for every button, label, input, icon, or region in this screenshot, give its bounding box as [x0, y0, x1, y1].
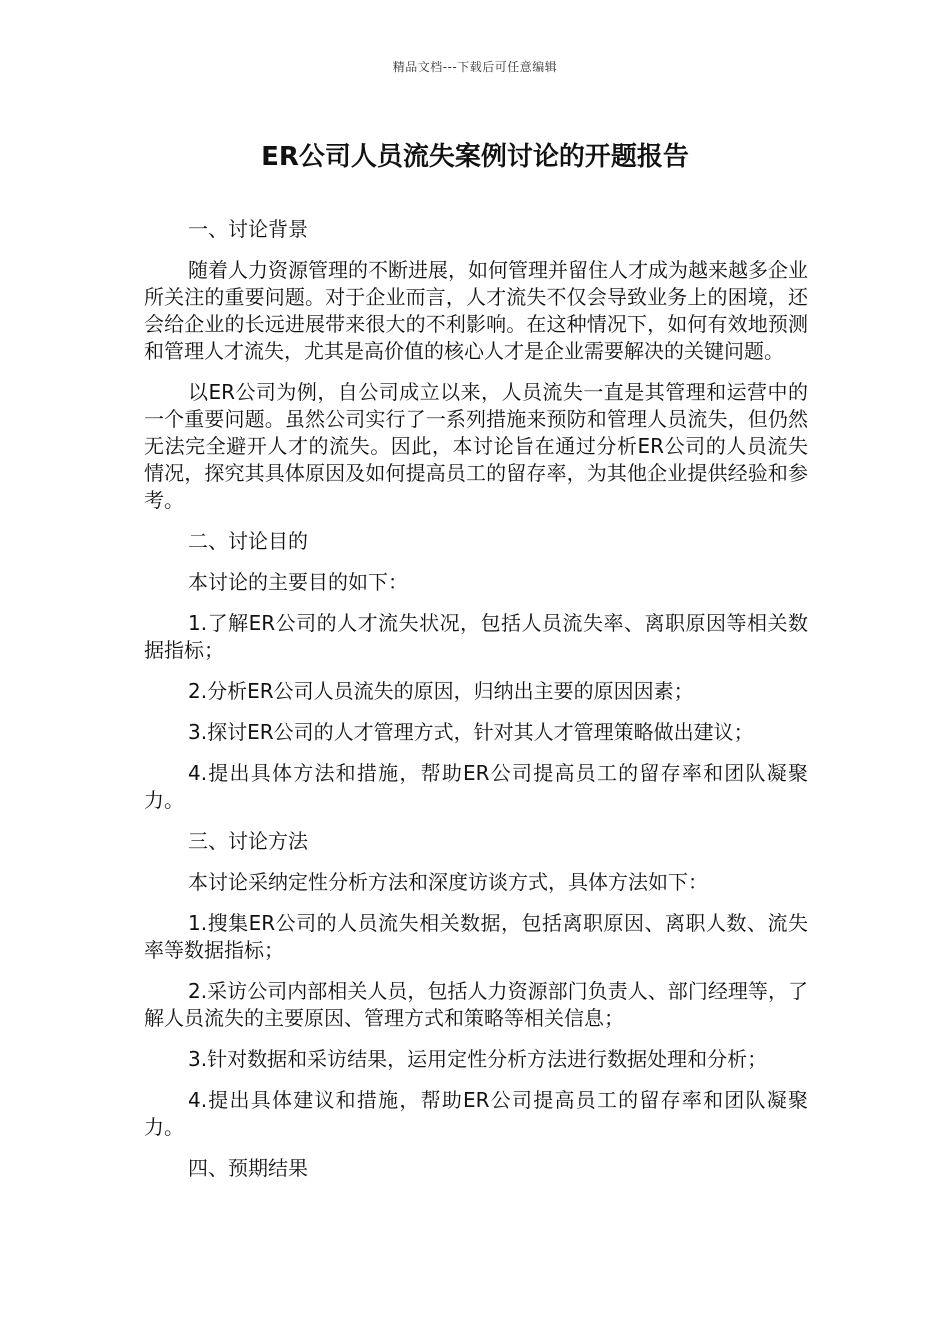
header-note: 精品文档---下载后可任意编辑	[392, 60, 558, 74]
section-heading-purpose: 二、讨论目的	[188, 529, 308, 553]
document-body	[144, 216, 808, 1196]
list-item-method-4: 4.提出具体建议和措施，帮助ER公司提高员工的留存率和团队凝聚力。	[144, 1088, 808, 1139]
list-item-method-2: 2.采访公司内部相关人员，包括人力资源部门负责人、部门经理等，了解人员流失的主要原因、管理方式和策略等相关信息；	[144, 979, 808, 1030]
document-title: ER公司人员流失案例讨论的开题报告	[261, 142, 689, 172]
list-item-purpose-1: 1.了解ER公司的人才流失状况，包括人员流失率、离职原因等相关数据指标；	[144, 611, 808, 662]
paragraph-purpose-intro: 本讨论的主要目的如下：	[188, 570, 408, 594]
list-item-method-1: 1.搜集ER公司的人员流失相关数据，包括离职原因、离职人数、流失率等数据指标；	[144, 911, 808, 962]
paragraph-method-intro: 本讨论采纳定性分析方法和深度访谈方式，具体方法如下：	[188, 870, 708, 894]
section-heading-background: 一、讨论背景	[188, 217, 308, 241]
list-item-purpose-2: 2.分析ER公司人员流失的原因，归纳出主要的原因因素；	[188, 679, 694, 703]
paragraph-background-1: 随着人力资源管理的不断进展，如何管理并留住人才成为越来越多企业所关注的重要问题。对于企业而言，人才流失不仅会导致业务上的困境，还会给企业的长远进展带来很大的不利影响。在这种情况下，如何有效地预测和管理人才流失，尤其是高价值的核心人才是企业需要解决的关键问题。	[144, 258, 808, 363]
list-item-purpose-3: 3.探讨ER公司的人才管理方式，针对其人才管理策略做出建议；	[188, 720, 754, 744]
section-heading-method: 三、讨论方法	[188, 829, 308, 853]
paragraph-background-2: 以ER公司为例，自公司成立以来，人员流失一直是其管理和运营中的一个重要问题。虽然公司实行了一系列措施来预防和管理人员流失，但仍然无法完全避开人才的流失。因此，本讨论旨在通过分析ER公司的人员流失情况，探究其具体原因及如何提高员工的留存率，为其他企业提供经验和参考。	[144, 380, 808, 512]
list-item-purpose-4: 4.提出具体方法和措施，帮助ER公司提高员工的留存率和团队凝聚力。	[144, 761, 808, 812]
section-heading-expected-results: 四、预期结果	[188, 1156, 308, 1180]
list-item-method-3: 3.针对数据和采访结果，运用定性分析方法进行数据处理和分析；	[188, 1047, 768, 1071]
